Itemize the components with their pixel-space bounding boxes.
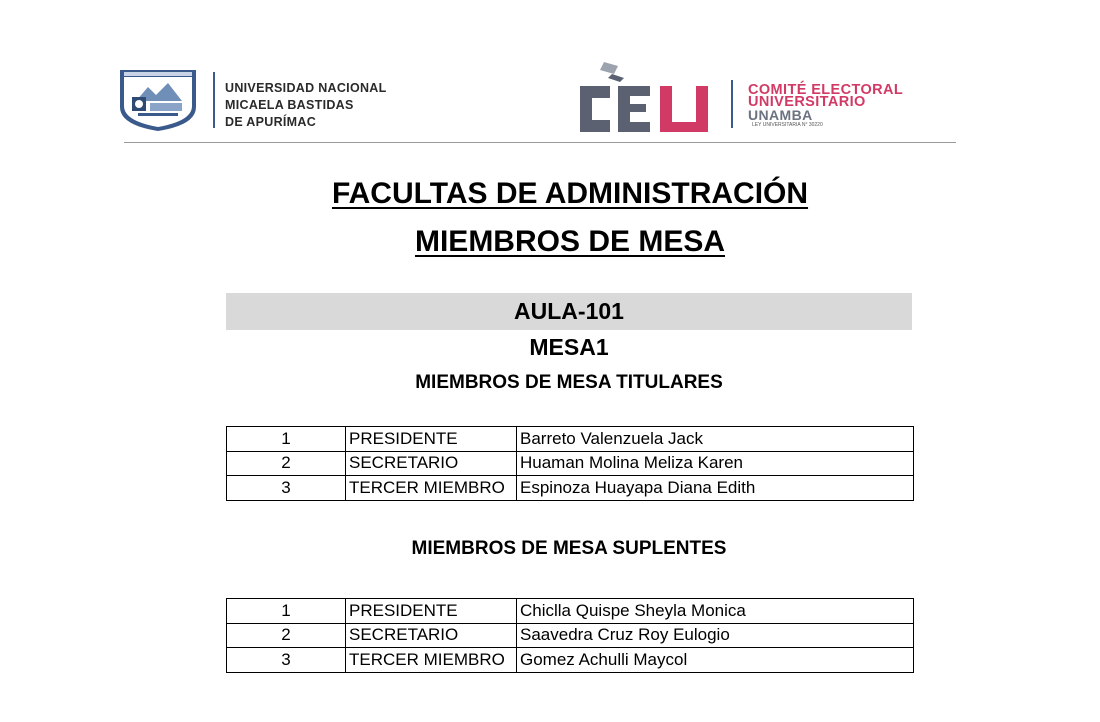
member-number: 2 (227, 623, 346, 648)
table-row (227, 451, 914, 476)
member-number: 1 (227, 427, 346, 452)
committee-line: UNIVERSITARIO (748, 94, 866, 110)
member-role: SECRETARIO (346, 451, 517, 476)
titulares-table (226, 426, 914, 501)
member-name: Chiclla Quispe Sheyla Monica (517, 599, 914, 624)
committee-law: LEY UNIVERSITARIA N° 30220 (752, 122, 823, 128)
member-number: 1 (227, 599, 346, 624)
table-row (227, 476, 914, 501)
university-name-line: MICAELA BASTIDAS (225, 98, 354, 112)
committee-line: UNAMBA (748, 107, 813, 123)
member-name: Barreto Valenzuela Jack (517, 427, 914, 452)
table-name: MESA1 (529, 334, 609, 360)
table-row (227, 427, 914, 452)
table-row (227, 648, 914, 673)
table-row (227, 599, 914, 624)
member-name: Saavedra Cruz Roy Eulogio (517, 623, 914, 648)
classroom-label: AULA-101 (226, 293, 912, 330)
member-role: SECRETARIO (346, 623, 517, 648)
member-role: PRESIDENTE (346, 599, 517, 624)
table-row (227, 623, 914, 648)
member-number: 3 (227, 648, 346, 673)
member-number: 2 (227, 451, 346, 476)
member-name: Gomez Achulli Maycol (517, 648, 914, 673)
member-role: TERCER MIEMBRO (346, 648, 517, 673)
suplentes-table (226, 598, 914, 673)
header-rule (124, 142, 956, 143)
member-role: PRESIDENTE (346, 427, 517, 452)
faculty-title (0, 177, 1100, 211)
members-title-text: MIEMBROS DE MESA (414, 225, 726, 258)
university-name (225, 80, 387, 131)
header-divider (731, 80, 733, 128)
ceu-logo (574, 60, 716, 138)
committee-line: COMITÉ ELECTORAL (748, 82, 904, 98)
header-divider (213, 72, 215, 128)
titulares-heading: MIEMBROS DE MESA TITULARES (415, 372, 723, 393)
member-role: TERCER MIEMBRO (346, 476, 517, 501)
electoral-committee-name (748, 84, 903, 129)
member-number: 3 (227, 476, 346, 501)
university-name-line: DE APURÍMAC (225, 115, 317, 129)
university-seal-logo (116, 67, 200, 133)
faculty-title-text: FACULTAS DE ADMINISTRACIÓN (331, 177, 809, 210)
document-header (0, 0, 1100, 150)
suplentes-heading: MIEMBROS DE MESA SUPLENTES (411, 538, 727, 559)
member-name: Espinoza Huayapa Diana Edith (517, 476, 914, 501)
member-name: Huaman Molina Meliza Karen (517, 451, 914, 476)
university-name-line: UNIVERSIDAD NACIONAL (225, 81, 387, 95)
members-title (0, 225, 1100, 259)
